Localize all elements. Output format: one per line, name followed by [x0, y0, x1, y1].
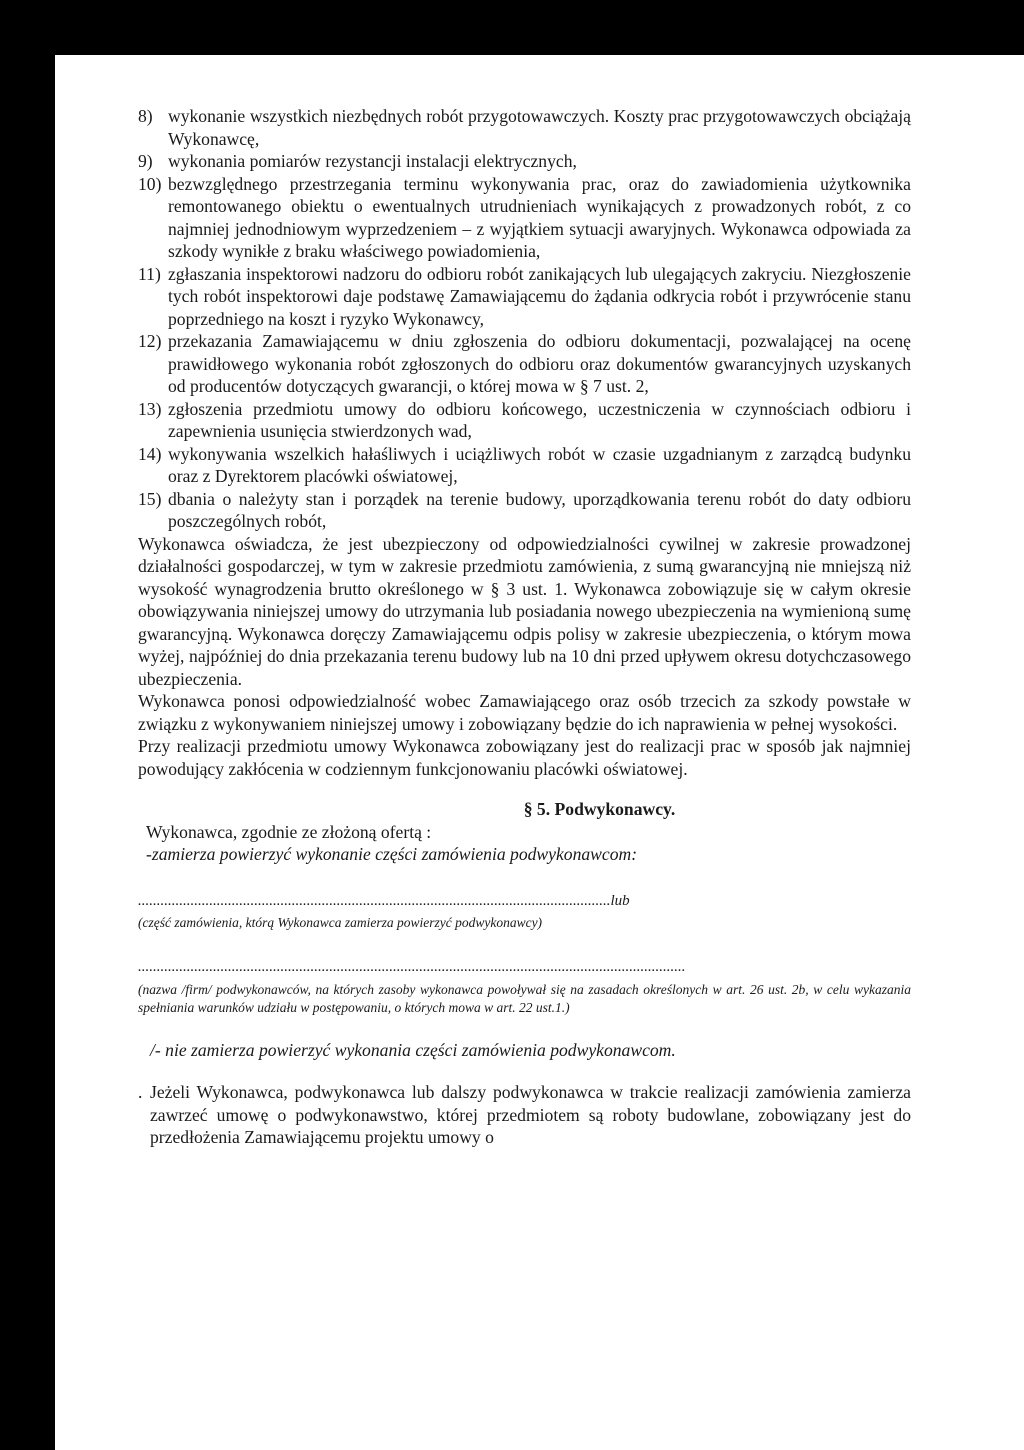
list-number: 13): [138, 398, 162, 419]
fill-in-line: ..............................................................................................................................lub: [138, 892, 630, 909]
section-heading: § 5. Podwykonawcy.: [523, 799, 676, 819]
list-number: 11): [138, 263, 161, 284]
fill-in-caption: (nazwa /firm/ podwykonawców, na których zasoby wykonawca powoływał się na zasadach określonych w art. 26 ust. 2b, w celu wykazania spełniania warunków udziału w postępowaniu, o których mowa w art. 22 ust.1.): [138, 981, 911, 1015]
list-item: [138, 443, 911, 488]
list-item: [138, 398, 911, 443]
list-number: 8): [138, 106, 153, 126]
not-intends-line: /- nie zamierza powierzyć wykonania części zamówienia podwykonawcom.: [150, 1039, 676, 1060]
offer-line: Wykonawca, zgodnie ze złożoną ofertą :: [146, 821, 432, 842]
document-body: [138, 105, 911, 1149]
list-item: [138, 105, 911, 150]
list-text: zgłoszenia przedmiotu umowy do odbioru końcowego, uczestniczenia w czynnościach odbioru i zapewnienia usunięcia stwierdzonych wad,: [168, 398, 911, 441]
fill-in-caption: (część zamówienia, którą Wykonawca zamierza powierzyć podwykonawcy): [138, 915, 543, 930]
execution-paragraph: Przy realizacji przedmiotu umowy Wykonawca zobowiązany jest do realizacji prac w sposób jak najmniej powodujący zakłócenia w codziennym funkcjonowaniu placówki oświatowej.: [138, 736, 911, 779]
intends-line: -zamierza powierzyć wykonanie części zamówienia podwykonawcom:: [146, 844, 638, 864]
final-paragraph: Jeżeli Wykonawca, podwykonawca lub dalszy podwykonawca w trakcie realizacji zamówienia zamierza zawrzeć umowę o podwykonawstwo, której przedmiotem są roboty budowlane, zobowiązany jest do przedłożenia Zamawiającemu projektu umowy o: [150, 1082, 911, 1147]
list-item: [138, 173, 911, 263]
list-number: 12): [138, 331, 162, 351]
list-number: 9): [138, 151, 153, 171]
list-item: [138, 330, 911, 398]
list-number: 14): [138, 443, 162, 464]
list-item: [138, 488, 911, 533]
list-text: wykonania pomiarów rezystancji instalacji elektrycznych,: [168, 151, 577, 171]
list-text: dbania o należyty stan i porządek na terenie budowy, uporządkowania terenu robót do daty odbioru poszczególnych robót,: [168, 488, 911, 531]
liability-paragraph: Wykonawca ponosi odpowiedzialność wobec Zamawiającego oraz osób trzecich za szkody powstałe w związku z wykonywaniem niniejszej umowy i zobowiązany będzie do ich naprawienia w pełnej wysokości.: [138, 691, 911, 734]
final-paragraph-block: [138, 1081, 911, 1149]
list-item: [138, 263, 911, 331]
list-text: wykonywania wszelkich hałaśliwych i uciążliwych robót w czasie uzgadnianym z zarządcą budynku oraz z Dyrektorem placówki oświatowej,: [168, 443, 911, 486]
list-number: 10): [138, 173, 162, 194]
document-page: [55, 55, 1024, 1450]
list-number: 15): [138, 488, 162, 509]
insurance-paragraph: Wykonawca oświadcza, że jest ubezpieczony od odpowiedzialności cywilnej w zakresie prowadzonej działalności gospodarczej, w tym w zakresie przedmiotu zamówienia, z sumą gwarancyjną nie mniejszą niż wysokość wynagrodzenia brutto określonego w § 3 ust. 1. Wykonawca zobowiązuje się w całym okresie obowiązywania niniejszej umowy do utrzymania lub posiadania nowego ubezpieczenia na wymienioną sumę gwarancyjną. Wykonawca doręczy Zamawiającemu odpis polisy w zakresie ubezpieczenia, o którym mowa wyżej, najpóźniej do dnia przekazania terenu budowy lub na 10 dni przed upływem okresu dotychczasowego ubezpieczenia.: [138, 533, 911, 689]
list-text: bezwzględnego przestrzegania terminu wykonywania prac, oraz do zawiadomienia użytkownika remontowanego obiektu o ewentualnych utrudnieniach wynikających z prowadzonych robót, z co najmniej jednodniowym wyprzedzeniem – z wyjątkiem sytuacji awaryjnych. Wykonawca odpowiada za szkody wynikłe z braku właściwego powiadomienia,: [168, 173, 911, 261]
list-text: wykonanie wszystkich niezbędnych robót przygotowawczych. Koszty prac przygotowawczych obciążają Wykonawcę,: [168, 106, 911, 149]
fill-in-line: ..................................................................................................................................................: [138, 959, 686, 975]
list-text: przekazania Zamawiającemu w dniu zgłoszenia do odbioru dokumentacji, pozwalającej na ocenę prawidłowego wykonania robót zgłoszonych do odbioru oraz dokumentów gwarancyjnych uzyskanych od producentów dotyczących gwarancji, o której mowa w § 7 ust. 2,: [168, 331, 911, 396]
list-item: [138, 150, 911, 173]
list-text: zgłaszania inspektorowi nadzoru do odbioru robót zanikających lub ulegających zakryciu. Niezgłoszenie tych robót inspektorowi daje podstawę Zamawiającemu do żądania odkrycia robót i przywrócenie stanu poprzedniego na koszt i ryzyko Wykonawcy,: [168, 263, 911, 329]
final-bullet: .: [138, 1082, 143, 1102]
